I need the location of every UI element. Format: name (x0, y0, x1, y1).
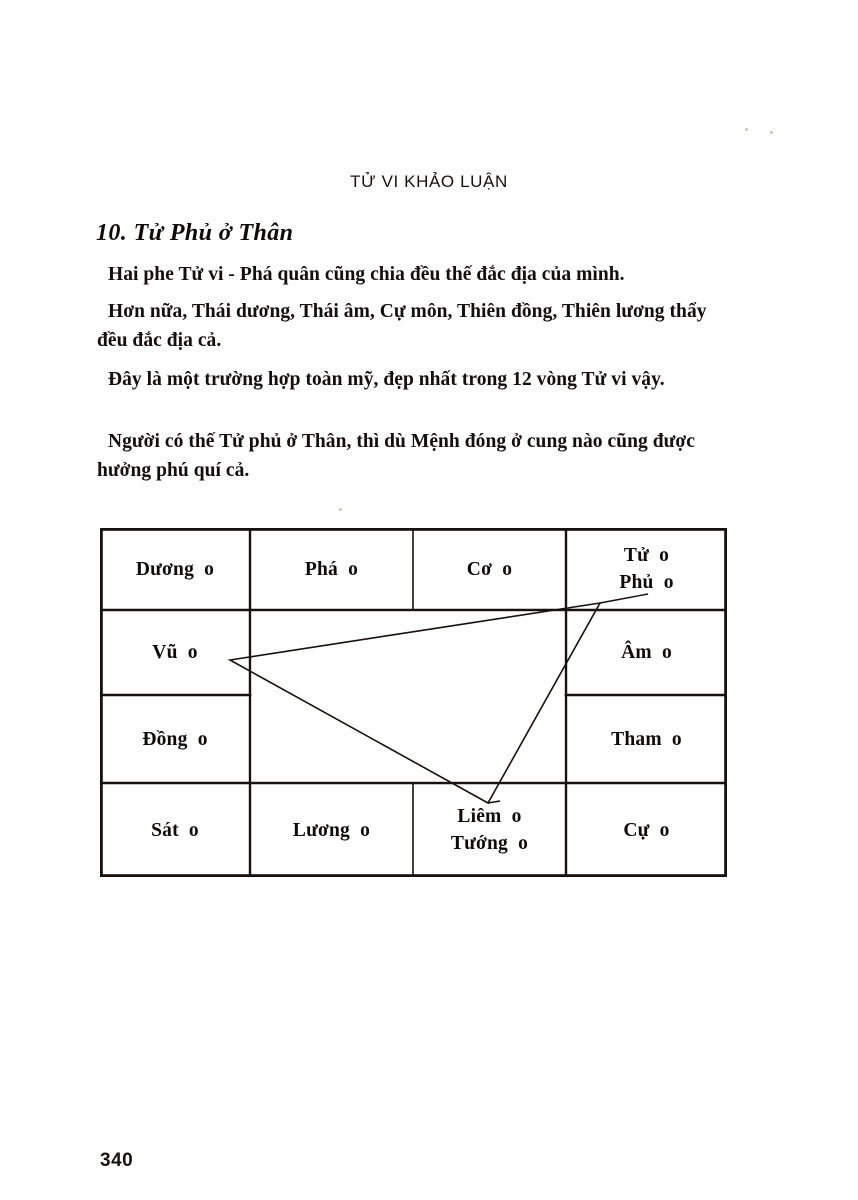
chart-cell-line: Lương o (292, 819, 371, 841)
chart-cell-r2c4[interactable] (566, 610, 727, 695)
chart-cell-r1c2[interactable] (250, 528, 413, 610)
paragraph-text: Đây là một trường hợp toàn mỹ, đẹp nhất trong 12 vòng Tử vi vậy. (108, 369, 665, 390)
chart-cell-line: Vũ o (152, 642, 198, 663)
chart-cell-r3c4[interactable] (566, 695, 727, 783)
chart-cell-line: Đồng o (142, 728, 208, 750)
paragraph-3 (97, 365, 737, 405)
chart-cell-r2c1[interactable] (100, 610, 250, 695)
paragraph-text: Người có thế Tử phủ ở Thân, thì dù Mệnh đóng ở cung nào cũng được hưởng phú quí cả. (97, 431, 695, 481)
chart-cell-r4c1[interactable] (100, 783, 250, 877)
chart-cell-line: Phá o (304, 558, 359, 580)
chart-cell-line: Tướng o (450, 833, 529, 854)
page-number: 340 (100, 1150, 134, 1171)
chart-cell-line: Sát o (151, 819, 199, 841)
paragraph-2 (97, 297, 737, 366)
scan-speck (770, 131, 773, 134)
chart-cell-line: Âm o (621, 642, 672, 663)
chart-cell-line: Cơ o (466, 558, 513, 580)
paragraph-text: Hơn nữa, Thái dương, Thái âm, Cự môn, Thiên đồng, Thiên lương thẩy đều đắc địa cả. (97, 301, 707, 351)
section-heading: 10. Tử Phủ ở Thân (96, 220, 294, 246)
chart-cell-r1c3[interactable] (413, 528, 566, 610)
chart-cell-line: Phủ o (619, 572, 674, 593)
chart-cell-line: Liêm o (457, 806, 522, 827)
tu-vi-chart (100, 528, 727, 877)
chart-cell-r1c4[interactable] (566, 528, 727, 610)
chart-cell-line: Dương o (135, 558, 215, 580)
chart-cell-r4c2[interactable] (250, 783, 413, 877)
chart-cell-r4c3[interactable] (413, 783, 566, 877)
chart-cell-line: Tử o (623, 545, 670, 566)
scan-speck (745, 128, 748, 131)
paragraph-1 (97, 260, 737, 300)
chart-cell-line: Tham o (611, 728, 682, 750)
chart-cell-r4c4[interactable] (566, 783, 727, 877)
chart-cell-r1c1[interactable] (100, 528, 250, 610)
chart-cell-r3c1[interactable] (100, 695, 250, 783)
scan-speck (339, 508, 342, 511)
paragraph-text: Hai phe Tử vi - Phá quân cũng chia đều thế đắc địa của mình. (108, 264, 625, 285)
running-head: TỬ VI KHẢO LUẬN (350, 172, 508, 191)
chart-cell-line: Cự o (623, 819, 670, 841)
paragraph-4 (97, 427, 737, 496)
